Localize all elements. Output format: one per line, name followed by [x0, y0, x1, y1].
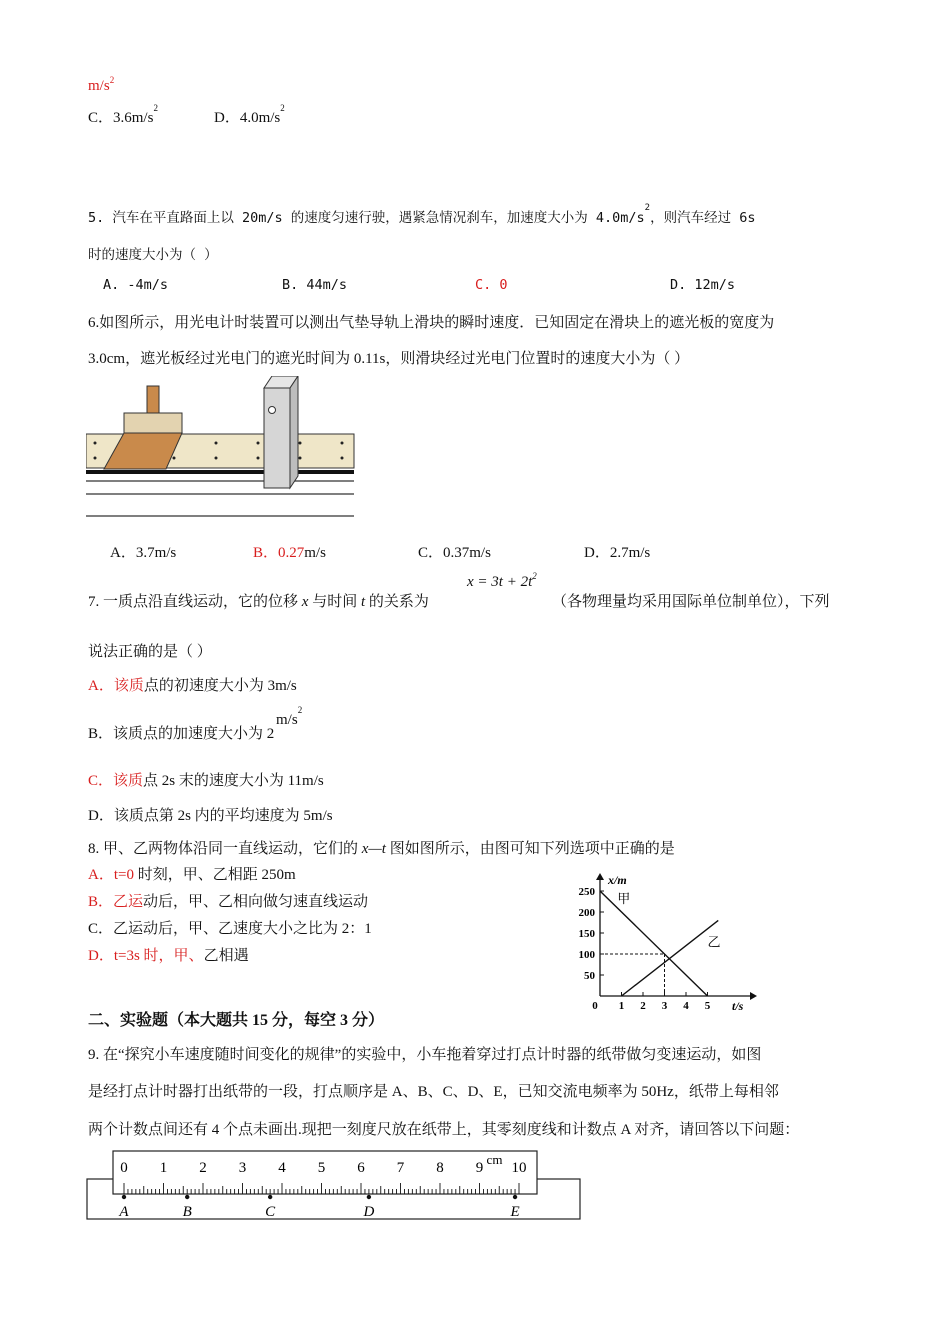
x-tick-label: 2	[640, 1000, 646, 1012]
y-tick-label: 100	[578, 949, 595, 961]
q7-option-a: A．该质点的初速度大小为 3m/s	[88, 678, 297, 694]
top-option-d: D．$4.0m/s^2$	[214, 103, 285, 126]
photogate-side	[290, 376, 298, 488]
q7-stem-line1-left: 7. 一质点沿直线运动，它的位移 x 与时间 t 的关系为	[88, 594, 429, 610]
tape-point-D	[367, 1195, 371, 1199]
q9-stem-line1: 9. 在“探究小车速度随时间变化的规律”的实验中，小车拖着穿过打点计时器的纸带做匀变速运动，如图	[88, 1047, 762, 1063]
q8-option-c: C．乙运动后，甲、乙速度大小之比为 2：1	[88, 921, 372, 937]
x-axis-arrow-icon	[750, 992, 757, 1000]
section-2-title: 二、实验题（本大题共 15 分，每空 3 分）	[88, 1012, 385, 1029]
q7-option-b: B．该质点的加速度大小为 2 $m/s^2$	[88, 705, 303, 742]
q8-option-a: A．t=0 时刻，甲、乙相距 250m	[88, 867, 296, 883]
x-tick-label: 4	[683, 1000, 689, 1012]
q8-option-d: D．t=3s 时，甲、乙相遇	[88, 948, 249, 964]
q5-option-d: D. 12m/s	[670, 277, 736, 293]
q6-option-d: D．2.7m/s	[584, 545, 651, 561]
y-axis-label: x/m	[608, 873, 627, 887]
x-tick-label: 3	[661, 1000, 668, 1012]
series-line-jia	[600, 891, 708, 996]
q7-option-d: D．该质点第 2s 内的平均速度为 5m/s	[88, 808, 333, 824]
q9-stem-line2: 是经打点计时器打出纸带的一段，打点顺序是 A、B、C、D、E，已知交流电频率为 50Hz，纸带上每相邻	[88, 1084, 779, 1100]
tape-point-label: D	[363, 1204, 375, 1220]
series-label-yi: 乙	[707, 934, 721, 950]
shading-plate	[147, 386, 159, 413]
y-tick-label: 250	[578, 886, 595, 898]
tape-point-label: A	[119, 1204, 129, 1220]
ruler-unit: cm	[486, 1152, 503, 1167]
x-axis-label: t/s	[732, 999, 744, 1012]
tape-point-label: B	[182, 1204, 192, 1220]
photogate	[264, 388, 290, 488]
q6-stem-line2: 3.0cm，遮光板经过光电门的遮光时间为 0.11s，则滑块经过光电门位置时的速度大小为（ ）	[88, 351, 690, 367]
y-tick-label: 200	[578, 907, 595, 919]
ruler-number: 8	[436, 1160, 444, 1176]
tape-point-A	[122, 1195, 126, 1199]
tape-point-label: E	[510, 1204, 520, 1220]
q7-option-c: C．该质点 2s 末的速度大小为 11m/s	[88, 773, 324, 789]
q5-option-a: A. -4m/s	[103, 277, 169, 293]
ruler-number: 1	[159, 1160, 168, 1176]
ruler-number: 7	[396, 1160, 405, 1176]
q8-stem: 8. 甲、乙两物体沿同一直线运动，它们的 x—t 图如图所示，由图可知下列选项中正确的是	[88, 841, 675, 857]
ruler-number: 10	[511, 1160, 527, 1176]
ruler-number: 4	[278, 1160, 286, 1176]
tape-point-C	[268, 1195, 272, 1199]
q6-option-c: C．0.37m/s	[418, 545, 491, 561]
top-unit: $m/s^2$	[88, 75, 115, 94]
photogate-sensor-icon	[269, 407, 276, 414]
ruler-number: 3	[238, 1160, 247, 1176]
q7-stem-line2: 说法正确的是（ ）	[88, 644, 212, 660]
x-tick-label: 1	[618, 1000, 625, 1012]
air-track-figure	[86, 376, 356, 522]
q6-option-a: A．3.7m/s	[110, 545, 177, 561]
series-line-yi	[622, 920, 719, 996]
x-tick-label: 5	[704, 1000, 711, 1012]
series-label-jia: 甲	[617, 890, 631, 906]
y-tick-label: 50	[584, 970, 595, 982]
q6-option-b: B．0.27m/s	[253, 545, 326, 561]
rail-thick	[86, 470, 354, 474]
tape-point-E	[513, 1195, 517, 1199]
ruler-number: 6	[357, 1160, 365, 1176]
q8-option-b: B．乙运动后，甲、乙相向做匀速直线运动	[88, 894, 369, 910]
q5-stem-line1: 5. 汽车在平直路面上以 20m/s 的速度匀速行驶，遇紧急情况刹车，加速度大小为 $4.0m/s^2$，则汽车经过 6s	[88, 203, 756, 226]
q5-option-c: C. 0	[475, 277, 508, 293]
q5-stem-line2: 时的速度大小为（ ）	[88, 247, 218, 263]
ruler-number: 5	[317, 1160, 326, 1176]
tape-point-label: C	[265, 1204, 276, 1220]
ruler-number: 9	[475, 1160, 484, 1176]
y-axis-arrow-icon	[596, 873, 604, 880]
q9-stem-line3: 两个计数点间还有 4 个点未画出.现把一刻度尺放在纸带上，其零刻度线和计数点 A 对齐，请回答以下问题：	[88, 1122, 800, 1138]
tape-point-B	[185, 1195, 189, 1199]
ruler-number: 0	[120, 1160, 128, 1176]
y-tick-label: 150	[578, 928, 595, 940]
slider-top	[124, 413, 182, 433]
ruler-number: 2	[199, 1160, 207, 1176]
q5-option-b: B. 44m/s	[282, 277, 348, 293]
x-tick-label: 0	[592, 1000, 598, 1012]
q6-stem-line1: 6.如图所示，用光电计时装置可以测出气垫导轨上滑块的瞬时速度．已知固定在滑块上的遮光板的宽度为	[88, 315, 775, 331]
top-option-c: C．$3.6m/s^2$	[88, 103, 158, 126]
xt-graph	[560, 866, 760, 1012]
ruler-tape-figure	[86, 1150, 586, 1222]
q7-stem-line1-right: （各物理量均采用国际单位制单位），下列	[552, 594, 830, 610]
q7-formula: $x = 3t + 2t^2$	[467, 571, 537, 590]
